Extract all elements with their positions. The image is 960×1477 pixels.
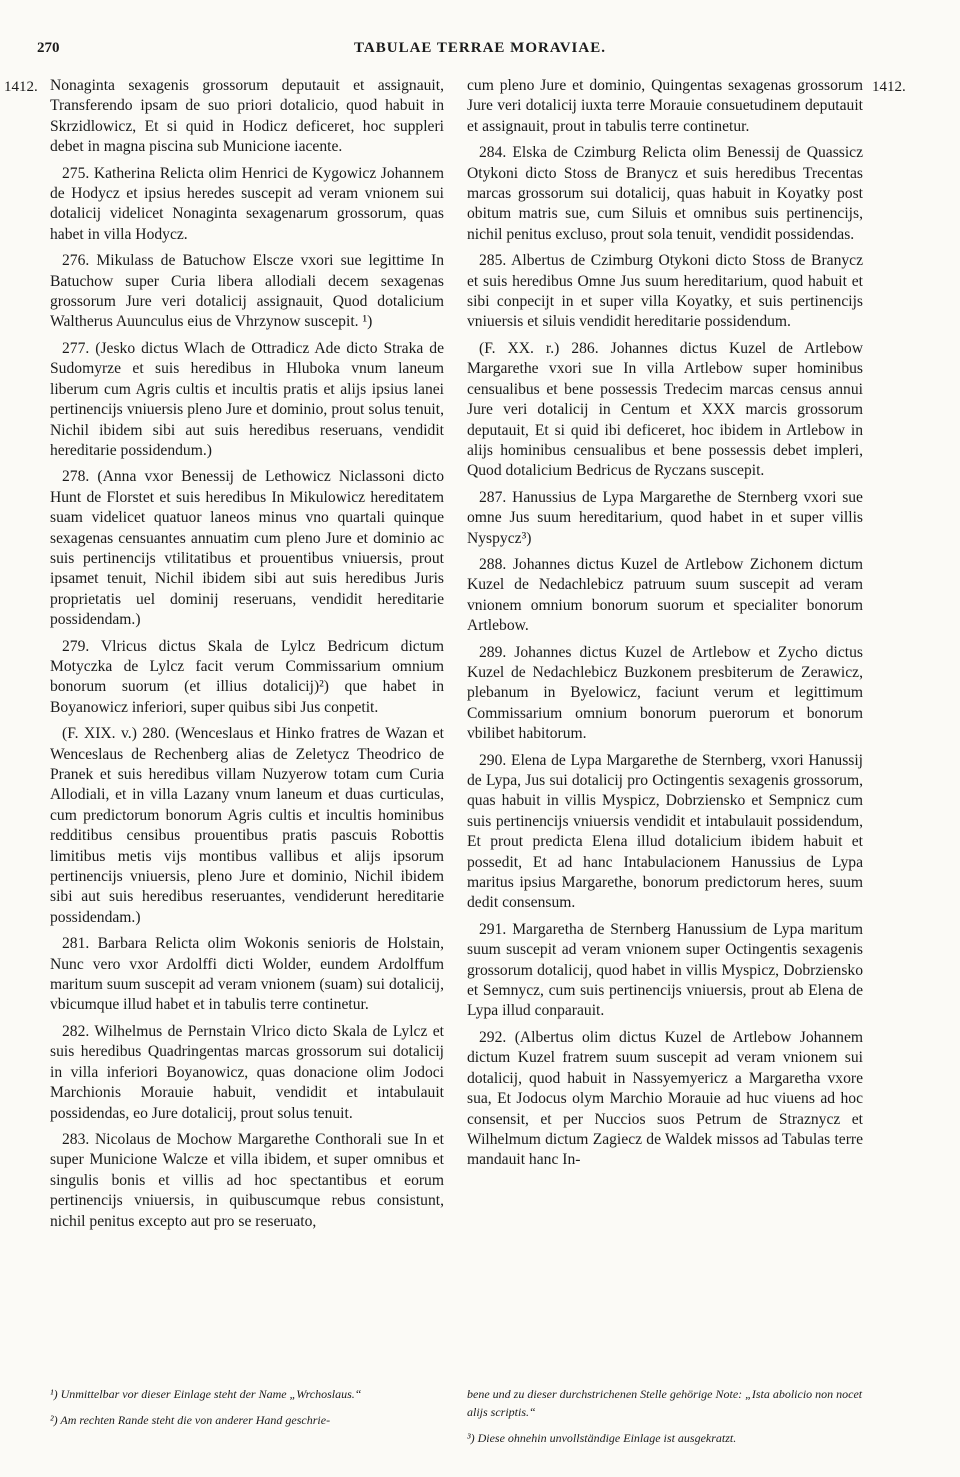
charter-entry <box>467 643 863 745</box>
entry-number: (F. XIX. v.) 280. <box>62 725 170 743</box>
charter-entry <box>467 251 863 333</box>
entry-text: Elena de Lypa Margarethe de Sternberg, vxori Hanussij de Lypa, Jus sui dotalicij pro Octingentis sexagenis grossorum, quas habuit in villis Myspicz, Dobrziensko et Sempnicz cum suis pertinencijs vniuersis vendidit et intabulauit possidendum, Et prout predicta Elena illud dotalicium ibidem habuit et possedit, Et ad hanc Intabulacionem Hanussius de Lypa maritus ipsius Margarethe, bonorum predictorum heres, suum dedit consensum. <box>467 751 864 912</box>
entry-number: 275. <box>62 164 90 182</box>
charter-entry <box>467 555 863 637</box>
page-header <box>0 40 960 60</box>
entry-text: Wilhelmus de Pernstain Vlrico dicto Skala de Lylcz et suis heredibus Quadringentas marcas grossorum sui dotalicij in villa inferiori Boyanowicz, quas donacione olim Jodoci Marchionis Morauie habuit, vendidit et intabulauit possidendas, eo Jure dotalicij, prout solus tenuit. <box>50 1022 444 1122</box>
entry-number: 289. <box>479 643 507 661</box>
entry-number: 282. <box>62 1022 90 1040</box>
charter-entry <box>50 1022 444 1124</box>
entry-number: 284. <box>479 144 507 162</box>
entry-number: 283. <box>62 1130 90 1148</box>
footnote: ¹) Unmittelbar vor dieser Einlage steht der Name „Wrchoslaus.“ <box>50 1387 362 1401</box>
charter-entry <box>467 143 863 245</box>
charter-entry <box>50 164 444 246</box>
entry-text: Katherina Relicta olim Henrici de Kygowicz Johannem de Hodycz et ipsius heredes suscepit ad veram vnionem sui dotalicij videlicet Nonaginta sexagenarum grossorum, quas habet in villa Hodycz. <box>50 164 444 243</box>
entry-number: 285. <box>479 252 507 270</box>
footnote: bene und zu dieser durchstrichenen Stelle gehörige Note: „Ista abolicio non nocet alijs scriptis.“ <box>467 1387 863 1419</box>
footnotes-right <box>467 1385 863 1455</box>
charter-entry <box>50 467 444 630</box>
running-title: TABULAE TERRAE MORAVIAE. <box>354 40 606 56</box>
entry-number: 287. <box>479 488 507 506</box>
charter-entry <box>50 637 444 719</box>
footnote: ³) Diese ohnehin unvollständige Einlage ist ausgekratzt. <box>467 1431 737 1445</box>
entry-number: 291. <box>479 920 507 938</box>
entry-text: (Anna vxor Benessij de Lethowicz Niclassoni dicto Hunt de Florstet et suis heredibus In Mikulowicz hereditatem suam videlicet quatuor laneos minus vno quartali quinque sexagenas censuantes annuatim cum pleno Jure et dominio ac suis pertinencijs vtilitatibus et prouentibus vniuersis, prout ipsamet tenuit, Nichil ibidem sibi aut suis heredibus Juris proprietatis uel dominij reseruans, vendidit hereditarie possidendam.) <box>50 468 444 629</box>
charter-entry <box>467 1028 863 1171</box>
entry-text: Margaretha de Sternberg Hanussium de Lypa maritum suum suscepit ad veram vnionem super Octingentis sexagenis grossorum dotalicij, quod habet in villis Myspicz, Dobrziensko et Semnycz, cum suis pertinencijs vniuersis, prout ab Elena de Lypa illud conparauit. <box>467 920 864 1020</box>
entry-text: (Wenceslaus et Hinko fratres de Wazan et Wenceslaus de Rechenberg alias de Zeletycz Theodrico de Pranek et suis heredibus villam Nuzyerow totam cum Curia Allodiali, et in villa Lazany vnum laneum et duas curticulas, cum predictorum bonorum Agris cultis et incultis hominibus redditibus censibus prouentibus pratis pascuis Robottis limitibus metis vijs montibus vallibus et alijs ipsorum pertinencijs vniuersis, pleno Jure et dominio, Nichil ibidem sibi aut suis heredibus reseruantes, vendiderunt hereditarie possidendam.) <box>50 725 444 926</box>
entry-text: Albertus de Czimburg Otykoni dicto Stoss de Branycz et suis heredibus Omne Jus suum hereditarium, quod habuit et sibi conpecijt in et super villa Koyatky, et suis pertinencijs vniuersis et siluis vendidit hereditarie possidendum. <box>467 252 863 331</box>
charter-entry <box>467 488 863 549</box>
margin-year-left: 1412. <box>4 79 38 95</box>
charter-entry <box>467 751 863 914</box>
entry-number: (F. XX. r.) 286. <box>479 339 599 357</box>
entry-text: Barbara Relicta olim Wokonis senioris de Holstain, Nunc vero vxor Ardolffi dicti Wolder, eundem Ardolffum maritum suum suscepit ad veram vnionem (suam) sui dotalicij, vbicumque illud habet et in tabulis terre continetur. <box>50 935 444 1014</box>
page-number: 270 <box>37 40 60 56</box>
right-column <box>467 76 863 1177</box>
entry-number: 292. <box>479 1028 507 1046</box>
footnotes-left <box>50 1385 444 1437</box>
charter-entry <box>50 1130 444 1232</box>
entry-text: Johannes dictus Kuzel de Artlebow Zichonem dictum Kuzel de Nedachlebicz patruum suum suscepit ad veram vnionem omnium bonorum suorum et specialiter bonorum Artlebow. <box>467 555 863 635</box>
charter-entry <box>467 339 863 482</box>
left-column <box>50 76 444 1238</box>
charter-entry <box>50 251 444 333</box>
charter-entry <box>50 724 444 928</box>
entry-number: 279. <box>62 637 90 655</box>
entry-text: Vlricus dictus Skala de Lylcz Bedricum dictum Motyczka de Lylcz facit verum Commissarium omnium bonorum suorum (et illius dotalicij)²) que habet in Boyanowicz inferiori, super quibus sibi Jus conpetit. <box>50 637 444 716</box>
entry-number: 276. <box>62 252 90 270</box>
entry-text: Nonaginta sexagenis grossorum deputauit et assignauit, Transferendo ipsam de suo priori dotalicio, quod habuit in Skrzidlowicz, Et si quid in Hodicz deficeret, hoc suppleri debet in magna piscina sub Municione iacente. <box>50 77 444 156</box>
charter-entry <box>50 339 444 461</box>
entry-number: 281. <box>62 935 90 953</box>
entry-text: Hanussius de Lypa Margarethe de Sternberg vxori sue omne Jus suum hereditarium, quod habet in et super villis Nyspycz³) <box>467 488 863 547</box>
entry-number: 278. <box>62 468 90 486</box>
entry-number: 290. <box>479 751 507 769</box>
entry-text: Johannes dictus Kuzel de Artlebow et Zycho dictus Kuzel de Nedachlebicz Buzkonem presbiterum de Zerawicz, plebanum in Byelowicz, faciunt verum et legittimum Commissarium omnium bonorum puerorum et bonorum vbilibet habitorum. <box>467 643 863 743</box>
entry-text: Nicolaus de Mochow Margarethe Conthorali sue In et super Municione Walcze et villa ibidem, et super omnibus et singulis bonis et villis ad hoc spectantibus et eorum pertinencijs vniuersis, in quibuscumque rebus consistunt, nichil penitus excepto aut pro se reseruato, <box>50 1130 445 1230</box>
charter-entry <box>50 934 444 1016</box>
charter-entry <box>467 920 863 1022</box>
entry-text: Elska de Czimburg Relicta olim Benessij de Quassicz Otykoni dicto Stoss de Branycz et suis heredibus Trecentas marcas grossorum sui dotalicij, quas habuit in Koyatky post obitum matris sue, cum Siluis et omnibus suis pertinencijs, nichil penitus excluso, prout sola tenuit, vendidit possidendas. <box>467 144 864 243</box>
margin-year-right: 1412. <box>872 79 906 95</box>
entry-text: (Jesko dictus Wlach de Ottradicz Ade dicto Straka de Sudomyrze et suis heredibus in Hluboka vnum laneum liberum cum Agris cultis et incultis pratis et alijs ipsius lanei pertinencijs vniuersis pleno Jure et dominio, prout solus tenuit, Nichil ibidem sibi aut suis heredibus reseruans, vendidit hereditarie possidendum.) <box>50 339 444 459</box>
entry-text: Mikulass de Batuchow Elscze vxori sue legittime In Batuchow super Curia libera allodiali decem sexagenas grossorum Jure veri dotalicij assignauit, Quod dotalicium Waltherus Auunculus eius de Vhrzynow suscepit. ¹) <box>50 252 444 331</box>
entry-number: 277. <box>62 339 90 357</box>
entry-text: (Albertus olim dictus Kuzel de Artlebow Johannem dictum Kuzel fratrem suum suscepit ad veram vnionem sui dotalicij, quod habuit in Nassyemyericz a Margaretha vxore sua, Et Jodocus olym Marchio Morauie ad huc viuens ad hoc consensit, et per Nuccios suos Petrum de Straznycz et Wilhelmum dictum Zagiecz de Waldek missos ad Tabulas terre mandauit hanc In- <box>467 1028 864 1169</box>
entry-text: Johannes dictus Kuzel de Artlebow Margarethe vxori sue In villa Artlebow super hominibus censualibus et bene possessis Tredecim marcas census annui Jure veri dotalicij in Centum et XXX marcis grossorum deputauit, Et si quid ibi deficeret, hoc ibidem in Artlebow in alijs hominibus censualibus et bene possessis debet impleri, Quod dotalicium Bedricus de Ryczans suscepit. <box>467 339 863 480</box>
charter-entry <box>50 76 444 158</box>
charter-entry <box>467 76 863 137</box>
entry-text: cum pleno Jure et dominio, Quingentas sexagenas grossorum Jure veri dotalicij iuxta terre Morauie consuetudinem deputauit et assignauit, prout in tabulis terre continetur. <box>467 77 863 135</box>
entry-number: 288. <box>479 555 507 573</box>
footnote: ²) Am rechten Rande steht die von anderer Hand geschrie- <box>50 1413 331 1427</box>
